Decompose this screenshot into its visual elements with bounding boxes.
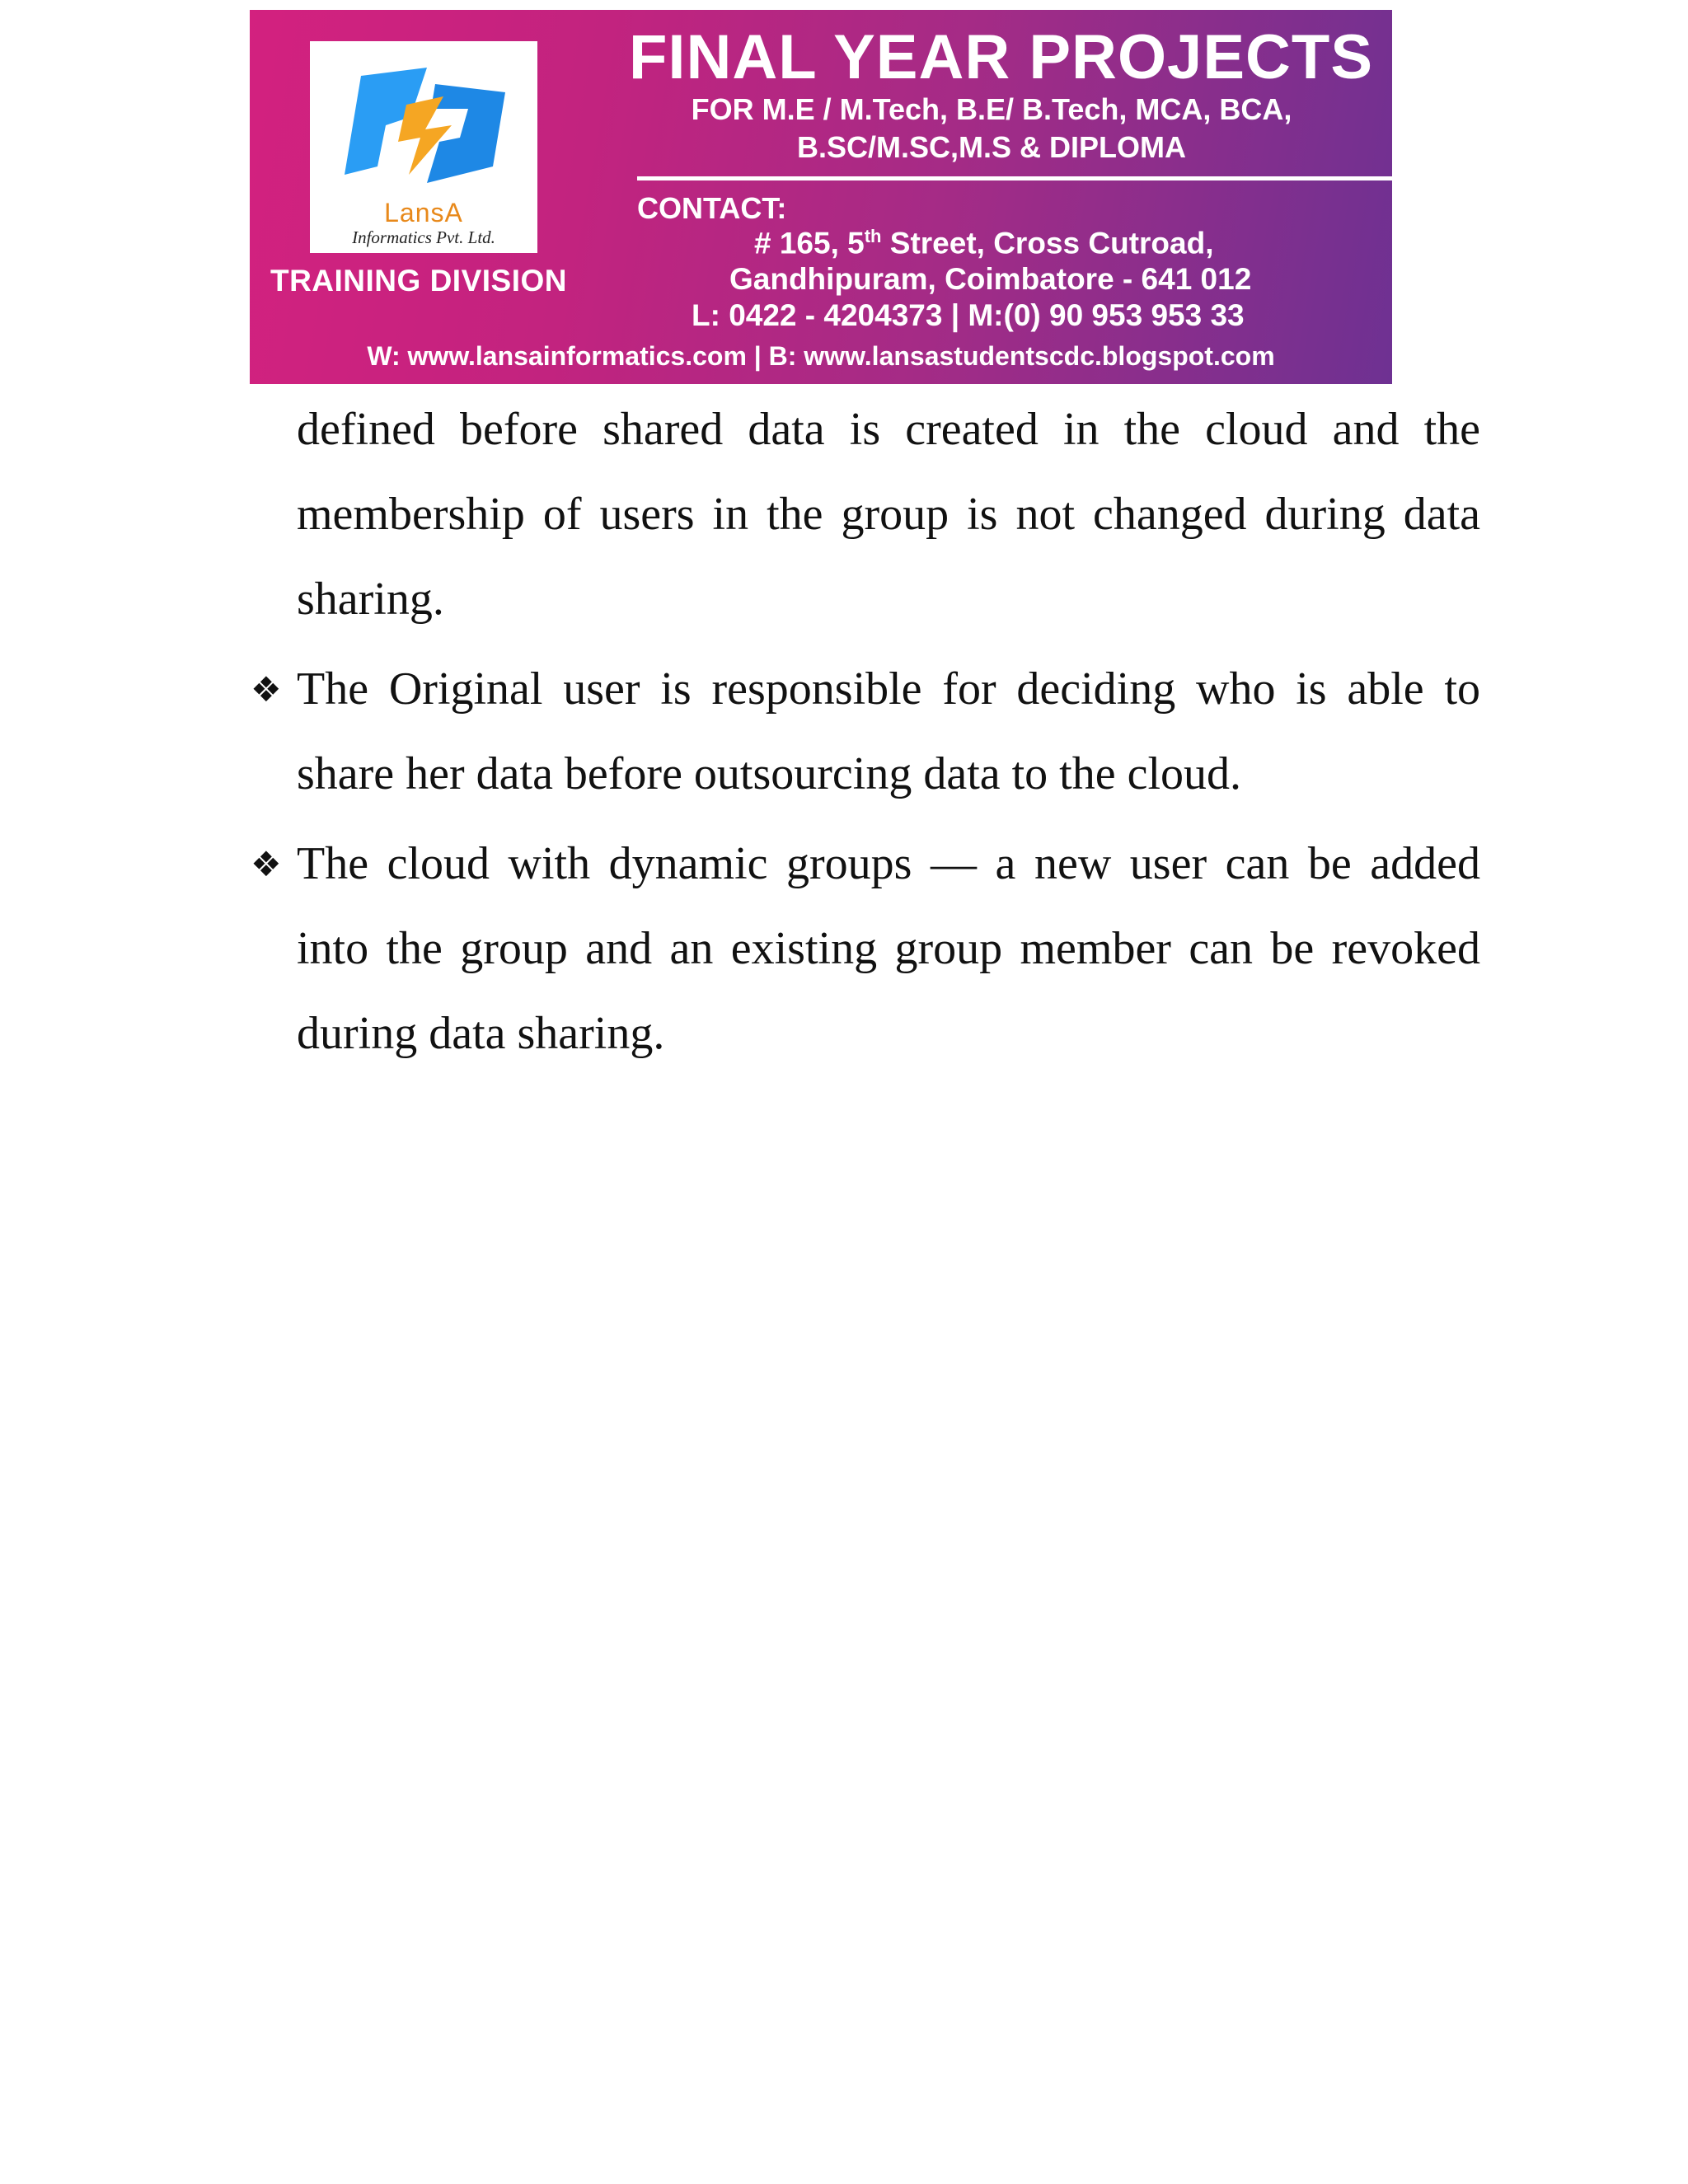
banner-divider <box>637 176 1392 180</box>
address-line1 <box>754 226 1213 260</box>
lansa-logo-icon <box>328 59 519 199</box>
diamond-bullet-icon: ❖ <box>251 844 282 884</box>
document-body <box>251 387 1480 1076</box>
address-line2: Gandhipuram, Coimbatore - 641 012 <box>729 262 1252 296</box>
paragraph-text: defined before shared data is created in the cloud and the membership of users in the group is not changed during data sharing. <box>297 404 1480 625</box>
bullet-item <box>251 647 1480 817</box>
training-division-label: TRAINING DIVISION <box>270 264 568 298</box>
address-line1-sup: th <box>864 226 882 246</box>
diamond-bullet-icon: ❖ <box>251 669 282 710</box>
address-line1-post: Street, Cross Cutroad, <box>881 226 1214 260</box>
bullet-text: The Original user is responsible for deciding who is able to share her data before outsourcing data to the cloud. <box>297 663 1480 799</box>
header-banner <box>250 10 1392 384</box>
logo-name: LansA <box>384 198 463 227</box>
paragraph-continuation <box>251 387 1480 642</box>
company-logo <box>310 41 537 253</box>
website-line: W: www.lansainformatics.com | B: www.lansastudentscdc.blogspot.com <box>367 341 1275 371</box>
bullet-item <box>251 822 1480 1076</box>
phone-line: L: 0422 - 4204373 | M:(0) 90 953 953 33 <box>692 298 1245 332</box>
banner-subtitle-line2: B.SC/M.SC,M.S & DIPLOMA <box>796 130 1186 164</box>
logo-tagline: Informatics Pvt. Ltd. <box>352 227 495 247</box>
contact-label: CONTACT: <box>637 191 787 225</box>
banner-subtitle-line1: FOR M.E / M.Tech, B.E/ B.Tech, MCA, BCA, <box>691 92 1292 126</box>
bullet-text: The cloud with dynamic groups — a new user can be added into the group and an existing group member can be revoked during data sharing. <box>297 838 1480 1059</box>
address-line1-pre: # 165, 5 <box>754 226 865 260</box>
banner-title: FINAL YEAR PROJECTS <box>629 22 1374 92</box>
